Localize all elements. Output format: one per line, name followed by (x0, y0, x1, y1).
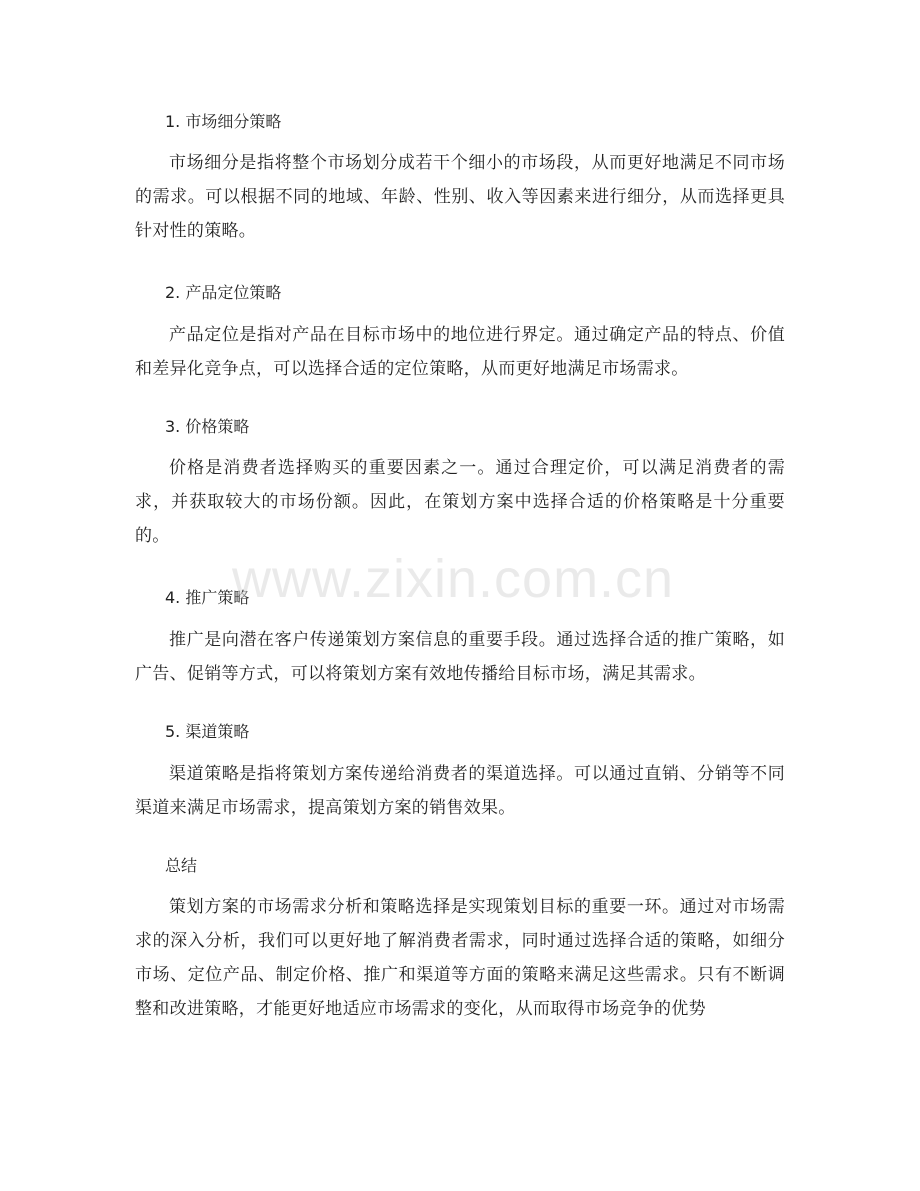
section-3-paragraph: 价格是消费者选择购买的重要因素之一。通过合理定价，可以满足消费者的需求，并获取较大的市场份额。因此，在策划方案中选择合适的价格策略是十分重要的。 (135, 458, 785, 546)
section-5-paragraph: 渠道策略是指将策划方案传递给消费者的渠道选择。可以通过直销、分销等不同渠道来满足市场需求，提高策划方案的销售效果。 (135, 764, 785, 818)
section-1-heading: 1. 市场细分策略 (165, 112, 282, 131)
section-3-heading: 3. 价格策略 (165, 417, 250, 436)
watermark: www.zixin.com.cn (232, 549, 675, 609)
section-1-paragraph: 市场细分是指将整个市场划分成若干个细小的市场段，从而更好地满足不同市场的需求。可以根据不同的地域、年龄、性别、收入等因素来进行细分，从而选择更具针对性的策略。 (135, 153, 785, 241)
section-2-paragraph: 产品定位是指对产品在目标市场中的地位进行界定。通过确定产品的特点、价值和差异化竞争点，可以选择合适的定位策略，从而更好地满足市场需求。 (135, 325, 785, 379)
summary-paragraph: 策划方案的市场需求分析和策略选择是实现策划目标的重要一环。通过对市场需求的深入分析，我们可以更好地了解消费者需求，同时通过选择合适的策略，如细分市场、定位产品、制定价格、推广和渠道等方面的策略来满足这些需求。只有不断调整和改进策略，才能更好地适应市场需求的变化，从而取得市场竞争的优势 (135, 897, 785, 1019)
section-2-heading: 2. 产品定位策略 (165, 283, 282, 302)
summary-heading: 总结 (165, 856, 198, 875)
section-5-heading: 5. 渠道策略 (165, 722, 250, 741)
section-4-paragraph: 推广是向潜在客户传递策划方案信息的重要手段。通过选择合适的推广策略，如广告、促销等方式，可以将策划方案有效地传播给目标市场，满足其需求。 (135, 630, 785, 684)
section-4-heading: 4. 推广策略 (165, 588, 250, 607)
